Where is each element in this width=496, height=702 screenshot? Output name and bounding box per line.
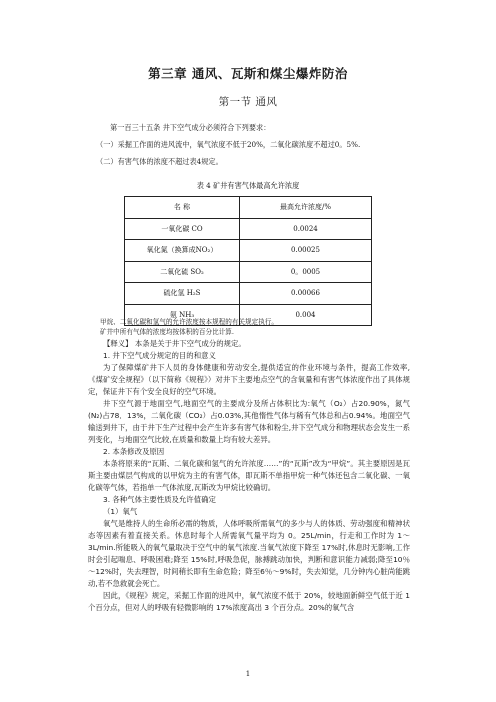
page-number: 1 bbox=[245, 670, 251, 678]
paragraph: 本条将原来的“瓦斯、二氧化碳和氢气的允许浓度……”的“瓦斯”改为“甲烷”。其主要原因是瓦斯主要由煤层气构成的以甲烷为主的有害气体，即瓦斯不单指甲烷一种气体还包含二氧化碳、一氧化碳等气体，若指单一气体浓度,瓦斯改为甲烷比较确切。 bbox=[88, 459, 410, 492]
body-text bbox=[88, 338, 410, 614]
gas-concentration-table bbox=[124, 196, 372, 326]
table-caption: 表 4 矿井有害气体最高允许浓度 bbox=[196, 181, 300, 190]
subheading-1: 1. 井下空气成分规定的目的和意义 bbox=[103, 351, 216, 360]
table-row bbox=[125, 218, 372, 240]
table-cell-limit: 0。0005 bbox=[240, 261, 372, 283]
interpretation-heading: 【释义】 本条是关于井下空气成分的规定。 bbox=[103, 339, 246, 348]
subheading-2: 2. 本条修改及原因 bbox=[103, 447, 165, 456]
table-cell-limit: 0.00066 bbox=[240, 283, 372, 305]
paragraph: 氧气是维持人的生命所必需的物质，人体呼吸所需氧气的多少与人的体质、劳动强度和精神状态等因素有着直接关系。休息时每个人所需氧气量平均为 0。25L/min，行走和工作时为 1～3L/min.所能吸入的氧气量取决于空气中的氧气浓度.当氧气浓度下降至 17%时,休息时无影响,工作时会引起喘息、呼吸困难;降至 15%时,呼吸急促，脉搏跳动加快，判断和意识能力减弱;降至10％～12%时，失去理智，时间稍长即有生命危险；降至6％～9%时，失去知觉，几分钟内心脏尚能跳动,若不急救就会死亡。 bbox=[88, 519, 410, 588]
table-row bbox=[125, 283, 372, 305]
table-cell-gas: 二氧化硫 SO₂ bbox=[125, 261, 240, 283]
table-header-name: 名 称 bbox=[125, 197, 240, 219]
table-cell-gas: 氨 NH₃ bbox=[125, 304, 240, 326]
table-note-1: 甲烷、二氧化碳和氢气的允许浓度按本规程的有关规定执行。 bbox=[100, 318, 279, 326]
section-title: 第一节 通风 bbox=[218, 96, 278, 108]
table-header-row bbox=[125, 197, 372, 219]
table-cell-limit: 0.0024 bbox=[240, 218, 372, 240]
paragraph: 井下空气源于地面空气,地面空气的主要成分及所占体积比为:氧气（O₂）占20.90%，氮气(N₂)占78．13%，二氧化碳（CO₂）占0.03%,其他惰性气体与稀有气体总和占0.94%。地面空气输送到井下，由于井下生产过程中会产生许多有害气体和粉尘,井下空气成分和物理状态会发生一系列变化，与地面空气比较,在质量和数量上均有较大差异。 bbox=[88, 399, 410, 444]
table-cell-gas: 一氧化碳 CO bbox=[125, 218, 240, 240]
paragraph: 为了保障煤矿井下人员的身体健康和劳动安全,提供适宜的作业环境与条件，提高工作效率,《煤矿安全规程》（以下简称《规程》）对井下主要地点空气的含氧量和有害气体浓度作出了具体规定，保证井下有个安全良好的空气环境。 bbox=[88, 363, 410, 396]
table-cell-limit: 0.00025 bbox=[240, 240, 372, 262]
table-note-2: 矿井中所有气体的浓度均按体积的百分比计算. bbox=[100, 328, 234, 336]
subheading-oxygen: （1）氧气 bbox=[103, 507, 138, 516]
table-cell-gas: 硫化氢 H₂S bbox=[125, 283, 240, 305]
table-row bbox=[125, 240, 372, 262]
table-row bbox=[125, 261, 372, 283]
requirement-item-1: （一）采掘工作面的进风流中，氧气浓度不低于20%，二氧化碳浓度不超过0。5%. bbox=[96, 140, 361, 149]
requirement-item-2: （二）有害气体的浓度不超过表4规定。 bbox=[96, 157, 223, 166]
article-heading: 第一百三十五条 井下空气成分必须符合下列要求： bbox=[110, 123, 271, 132]
table-cell-limit: 0.004 bbox=[240, 304, 372, 326]
paragraph: 因此，《规程》规定，采掘工作面的进风中，氧气浓度不低于 20%，较地面新鲜空气低于近 1 个百分点，但对人的呼吸有轻微影响的 17%浓度高出 3 个百分点。20%的氧气含 bbox=[88, 591, 410, 612]
table-header-limit: 最高允许浓度/% bbox=[240, 197, 372, 219]
table-cell-gas: 氧化氮（换算成NO₂） bbox=[125, 240, 240, 262]
chapter-title: 第三章 通风、瓦斯和煤尘爆炸防治 bbox=[148, 66, 348, 81]
subheading-3: 3. 各种气体主要性质及允许值确定 bbox=[103, 495, 216, 504]
